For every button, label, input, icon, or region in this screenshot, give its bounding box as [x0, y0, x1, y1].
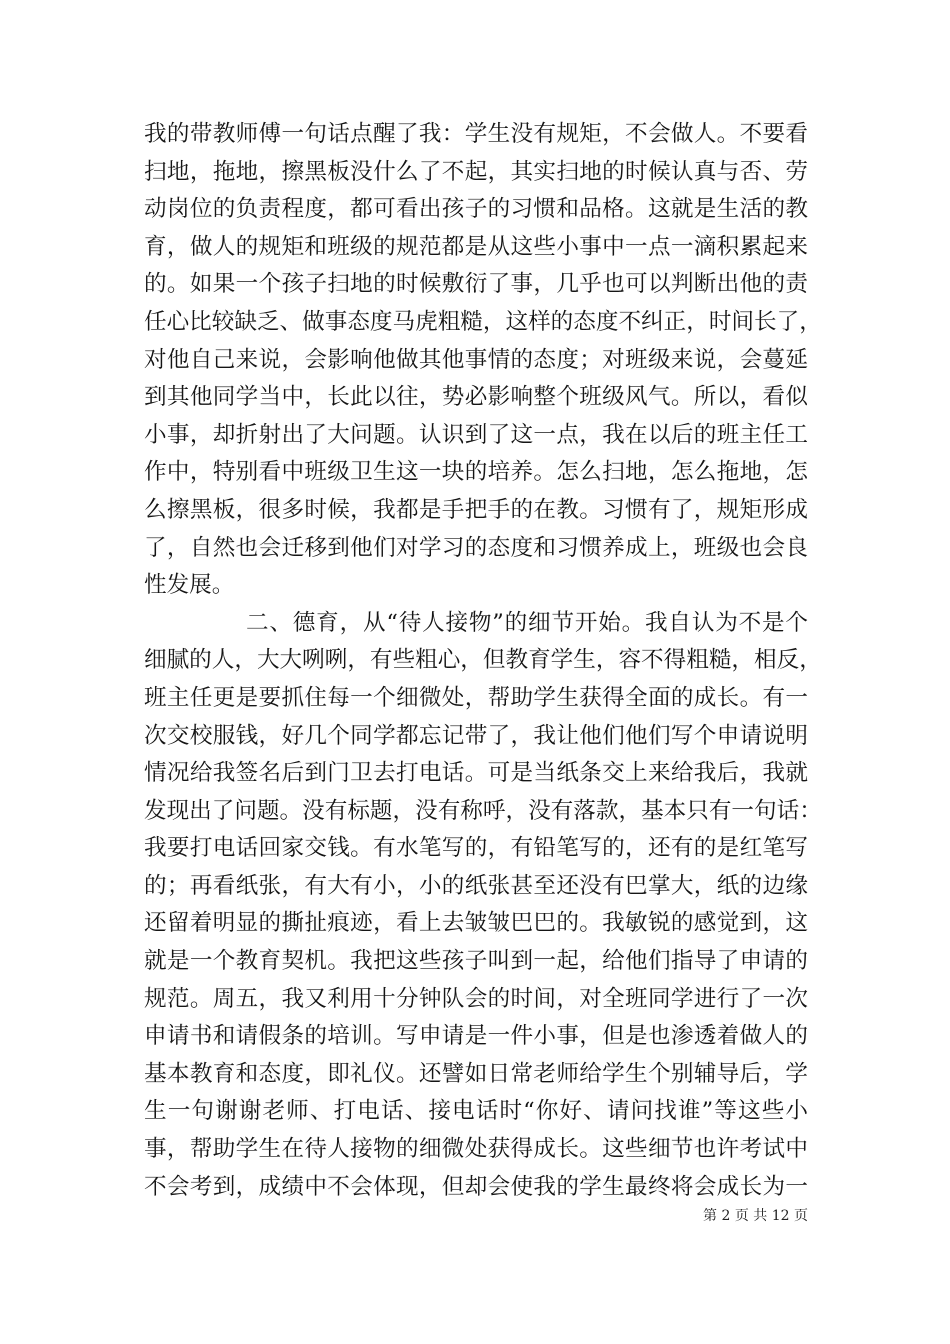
text-line: 还留着明显的撕扯痕迹，看上去皱皱巴巴的。我敏锐的感觉到，这: [144, 910, 808, 937]
text-line: 了，自然也会迁移到他们对学习的态度和习惯养成上，班级也会良: [144, 534, 808, 561]
text-line: 发现出了问题。没有标题，没有称呼，没有落款，基本只有一句话：: [144, 797, 822, 824]
text-line: 育，做人的规矩和班级的规范都是从这些小事中一点一滴积累起来: [144, 233, 808, 260]
text-line: 不会考到，成绩中不会体现，但却会使我的学生最终将会成长为一: [144, 1173, 808, 1200]
text-line: 基本教育和态度，即礼仪。还譬如日常老师给学生个别辅导后，学: [144, 1060, 808, 1087]
text-line: 小事，却折射出了大问题。认识到了这一点，我在以后的班主任工: [144, 421, 808, 448]
text-line: 就是一个教育契机。我把这些孩子叫到一起，给他们指导了申请的: [144, 948, 808, 975]
text-line: 情况给我签名后到门卫去打电话。可是当纸条交上来给我后，我就: [144, 760, 808, 787]
text-line: 性发展。: [144, 572, 235, 599]
text-line: 的。如果一个孩子扫地的时候敷衍了事，几乎也可以判断出他的责: [144, 271, 808, 298]
text-line: 作中，特别看中班级卫生这一块的培养。怎么扫地，怎么拖地，怎: [144, 459, 808, 486]
text-line: 到其他同学当中，长此以往，势必影响整个班级风气。所以，看似: [144, 384, 808, 411]
text-line: 生一句谢谢老师、打电话、接电话时“你好、请问找谁”等这些小: [144, 1098, 808, 1125]
text-line: 二、德育，从“待人接物”的细节开始。我自认为不是个: [246, 609, 808, 636]
text-line: 次交校服钱，好几个同学都忘记带了，我让他们他们写个申请说明: [144, 722, 808, 749]
text-line: 申请书和请假条的培训。写申请是一件小事，但是也渗透着做人的: [144, 1023, 808, 1050]
text-line: 的；再看纸张，有大有小，小的纸张甚至还没有巴掌大，纸的边缘: [144, 872, 808, 899]
paragraph-2: [144, 605, 822, 1207]
text-line: 么擦黑板，很多时候，我都是手把手的在教。习惯有了，规矩形成: [144, 496, 808, 523]
text-line: 扫地，拖地，擦黑板没什么了不起，其实扫地的时候认真与否、劳: [144, 158, 808, 185]
text-line: 对他自己来说，会影响他做其他事情的态度；对班级来说，会蔓延: [144, 346, 808, 373]
text-line: 规范。周五，我又利用十分钟队会的时间，对全班同学进行了一次: [144, 985, 808, 1012]
text-line: 事，帮助学生在待人接物的细微处获得成长。这些细节也许考试中: [144, 1136, 808, 1163]
page-number: 第 2 页 共 12 页: [703, 1208, 808, 1224]
paragraph-1: [144, 116, 822, 605]
text-line: 班主任更是要抓住每一个细微处，帮助学生获得全面的成长。有一: [144, 684, 808, 711]
text-line: 我要打电话回家交钱。有水笔写的，有铅笔写的，还有的是红笔写: [144, 835, 808, 862]
body-text: [144, 116, 822, 1206]
text-line: 细腻的人，大大咧咧，有些粗心，但教育学生，容不得粗糙，相反，: [144, 647, 822, 674]
text-line: 动岗位的负责程度，都可看出孩子的习惯和品格。这就是生活的教: [144, 196, 808, 223]
text-line: 任心比较缺乏、做事态度马虎粗糙，这样的态度不纠正，时间长了，: [144, 308, 822, 335]
text-line: 我的带教师傅一句话点醒了我：学生没有规矩，不会做人。不要看: [144, 121, 808, 147]
